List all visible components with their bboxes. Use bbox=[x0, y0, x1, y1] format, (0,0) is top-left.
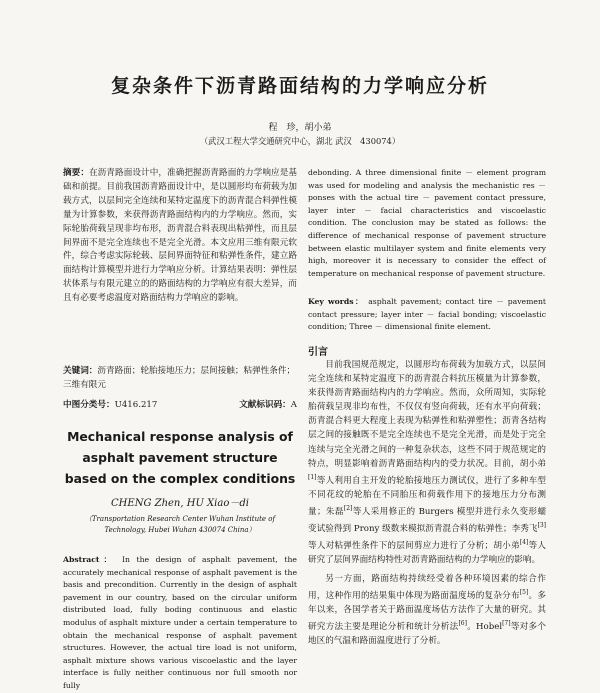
citation: [4] bbox=[519, 538, 529, 546]
abstract-en-right: debonding. A three dimensional finite － element program was used for modeling and analysis the mechanistic res － ponses with the actual tire － pavement contact pressure, layer inter － facial characteristics and viscoelastic condition. The conclusion may be stated as follows: the difference of mechanical response of pavement structure between elastic multilayer system and finite elements very high, moreover it is necessary to consider the effect of temperature on mechanical response of pavement structure. bbox=[308, 168, 546, 278]
keywords-cn bbox=[63, 365, 297, 393]
affiliation-en: （Transportation Research Center Wuhan Institute of Technology, Hubei Wuhan 430074 China） bbox=[84, 515, 276, 534]
citation: [6] bbox=[458, 619, 467, 627]
clc-value: U416.217 bbox=[114, 400, 158, 410]
intro-text: 。Hobel bbox=[466, 621, 503, 632]
title-en: Mechanical response analysis of asphalt pavement structure based on the complex conditions bbox=[64, 429, 296, 486]
paper-title: 复杂条件下沥青路面结构的力学响应分析 bbox=[110, 75, 489, 97]
citation: [3] bbox=[537, 521, 546, 529]
intro-text: 等对多个地区的气温和路面温度进行了分析。 bbox=[308, 621, 546, 646]
intro-text: 等人利用自主开发的轮胎接地压力测试仪，进行了多种车型不同花纹的轮胎在不同胎压和荷载作用下的接地压力分布测量；朱磊 bbox=[308, 475, 546, 517]
affiliation: （武汉工程大学交通研究中心，湖北 武汉 430074） bbox=[199, 136, 401, 146]
intro-text: 另一方面，路面结构持续经受着各种环境因素的综合作用，这种作用的结果集中体现为路面温度场的复杂分布 bbox=[308, 573, 546, 601]
authors: 程 珍，胡小弟 bbox=[268, 123, 332, 133]
intro-text: 。多年以来，各国学者关于路面温度场估方法作了大量的研究。其研究方法主要是理论分析和统计分析法 bbox=[308, 590, 546, 632]
classification-line bbox=[63, 398, 297, 412]
abstract-en-left bbox=[63, 554, 297, 693]
doc-code-value: A bbox=[290, 400, 297, 410]
intro-text: 目前我国规范规定，以圆形均布荷载为加载方式，以层间完全连续和某特定温度下的沥青混合料抗压模量为计算参数，来获得沥青路面结构内的力学响应。然而，众所周知，实际轮胎荷载呈现非均布性，不仅仅有竖向荷载，还有水平向荷载；沥青混合料更大程度上表现为粘弹性和粘弹塑性；沥青各结构层之间的接触既不是完全连续也不是完全光滑，而是处于完全连续与完全光滑之间的一种复杂状态，这些不同于规范规定的特点，明显影响着沥青路面结构内的受力状况。目前，胡小弟 bbox=[308, 360, 546, 469]
keywords-en-text: asphalt pavement; contact tire － pavement contact pressure; layer inter － facial bonding; viscoelastic condition; Three － dimensional finite element. bbox=[308, 297, 546, 332]
intro-paragraph-1 bbox=[308, 358, 546, 567]
abstract-cn-text: 在沥青路面设计中，准确把握沥青路面的力学响应是基础和前提。目前我国沥青路面设计中，是以圆形均布荷载为加载方式，以层间完全连续和某特定温度下的沥青混合料弹性模量为计算参数，来获得沥青路面结构内的力学响应。然而，实际轮胎荷载呈现非均布形，沥青混合料表现出粘弹性，而且层间界面不是完全连续也不是完全光滑。本文应用三维有限元软件，综合考虑实际轮载、层间界面特征和粘弹性条件，建立路面结构计算模型并进行力学响应分析。计算结果表明：弹性层状体系与有限元建立的的路面结构的力学响应有很大差异，而且有必要考虑温度对路面结构力学响应的影响。 bbox=[63, 168, 297, 304]
intro-body bbox=[308, 358, 546, 653]
citation: [1] bbox=[308, 473, 317, 481]
abstract-en-label: Abstract： bbox=[63, 555, 116, 564]
citation: [7] bbox=[502, 619, 511, 627]
keywords-cn-label: 关键词： bbox=[63, 366, 98, 376]
intro-text: 等人研究了层间界面结构特性对沥青路面结构的力学响应的影响。 bbox=[308, 540, 546, 565]
abstract-cn bbox=[63, 167, 297, 306]
intro-text: 等人采用修正的 Burgers 模型并进行永久变形蠕变试验得到 Prony 级数来模拟沥青混合料的粘弹性；李秀飞 bbox=[308, 506, 546, 534]
citation: [5] bbox=[519, 588, 529, 596]
keywords-cn-text: 沥青路面；轮胎接地压力；层间接触；粘弹性条件；三维有限元 bbox=[63, 366, 296, 390]
keywords-en-label: Key words： bbox=[308, 297, 365, 306]
abstract-en-text-left: In the design of asphalt pavement, the accurately mechanical response of asphalt pavement is the basis and precondition. Currently in the design of asphalt pavement in our country, based on the circular uniform distributed load, fully boding continuous and elastic modulus of asphalt mixture under a certain temperature to obtain the mechanical response of asphalt pavement structures. However, the actual tire load is not uniform, asphalt mixture shows various viscoelastic and the layer interface is fully neither continuous nor full smooth nor fully bbox=[63, 555, 297, 690]
keywords-en bbox=[308, 296, 546, 334]
abstract-cn-label: 摘要： bbox=[63, 168, 90, 178]
intro-text: 等人对粘弹性条件下的层间剪应力进行了分析；胡小弟 bbox=[308, 540, 520, 551]
intro-paragraph-2 bbox=[308, 572, 546, 648]
citation: [2] bbox=[343, 504, 353, 512]
clc-label: 中图分类号： bbox=[63, 400, 115, 410]
authors-en: CHENG Zhen, HU Xiao－di bbox=[111, 498, 249, 509]
doc-code-label: 文献标识码： bbox=[239, 400, 291, 410]
section-heading-intro: 引言 bbox=[308, 347, 328, 358]
